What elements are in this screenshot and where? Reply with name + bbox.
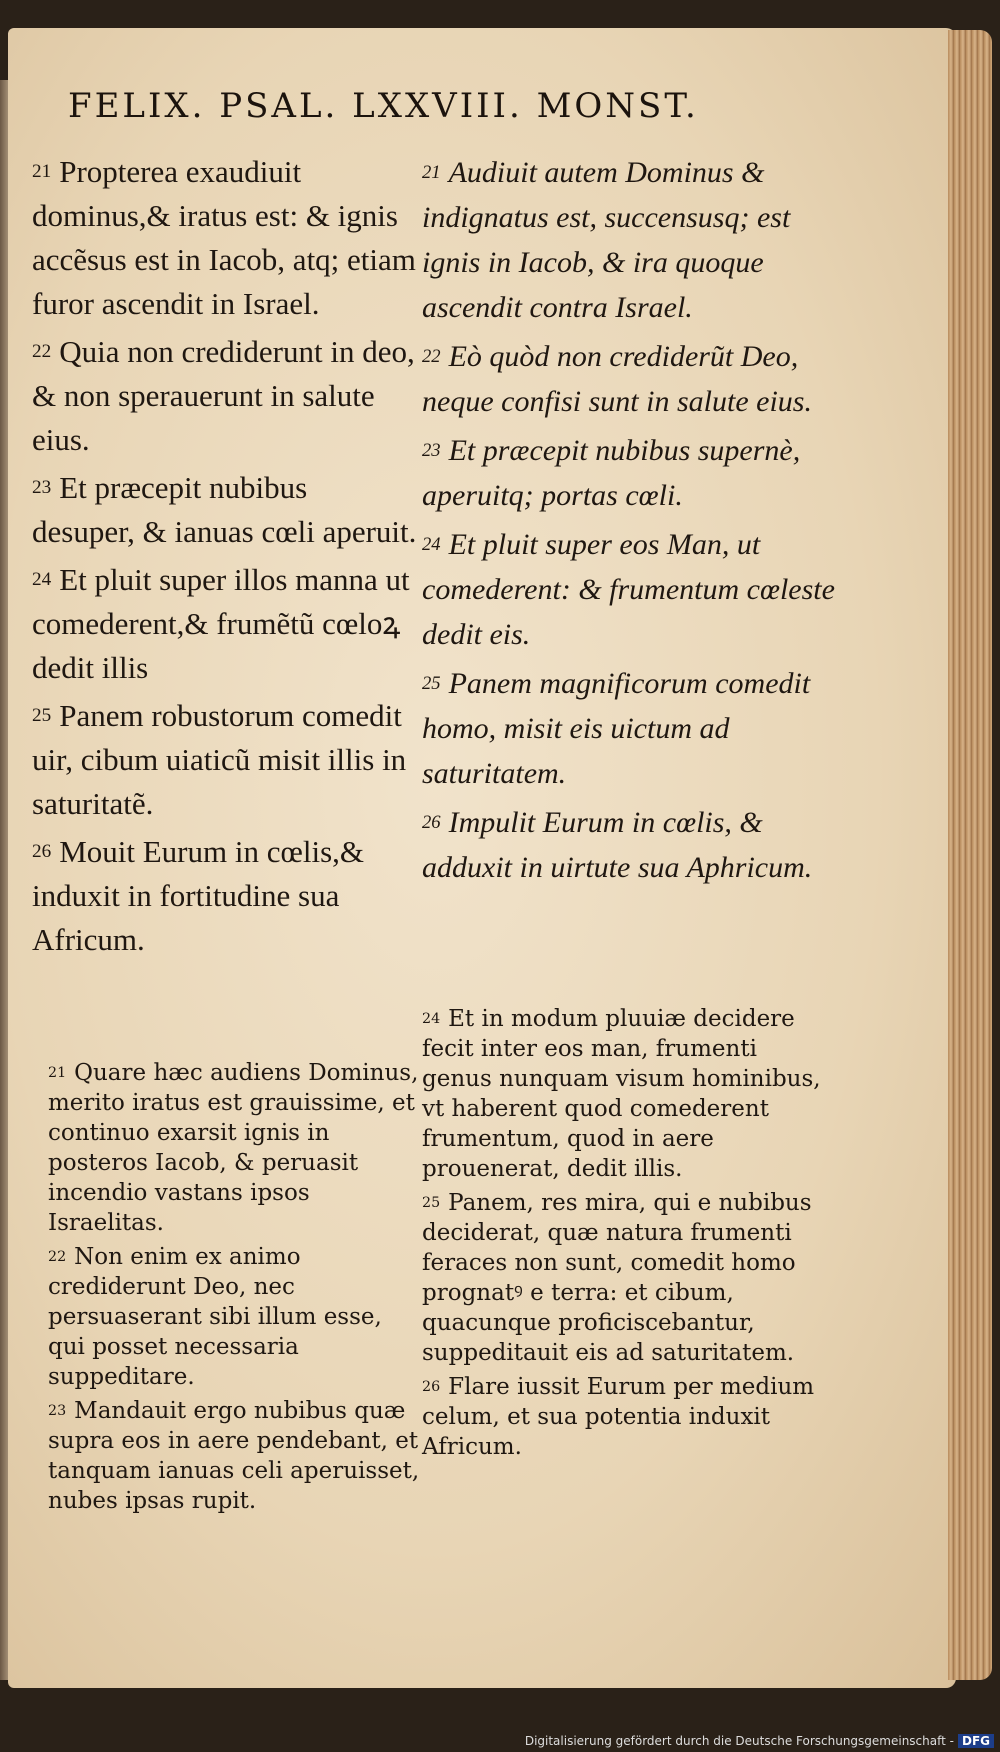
verse: $^{23}$ Et præcepit nubibus supernè, aperuitq; portas cœli. <box>422 434 801 512</box>
alternate-translation-column <box>422 150 842 894</box>
verse: $^{25}$ Panem robustorum comedit uir, cibum uiaticũ misit illis in saturitatẽ. <box>32 698 407 821</box>
book-fore-edge <box>948 30 992 1680</box>
gloss-paragraph: $^{25}$ Panem, res mira, qui e nubibus deciderat, quæ natura frumenti feraces non sunt, comedit homo prognatꝰ e terra: et cibum, quacunque proficiscebantur, suppeditauit eis ad saturitatem. <box>422 1190 812 1366</box>
gloss-paragraph: $^{21}$ Quare hæc audiens Dominus, merito iratus est grauissime, et continuo exarsit ignis in posteros Iacob, & peruasit incendio vastans ipsos Israelitas. <box>48 1060 419 1236</box>
gloss-paragraph: $^{24}$ Et in modum pluuiæ decidere fecit inter eos man, frumenti genus nunquam visum hominibus, vt haberent quod comederent frumentum, quod in aere prouenerat, dedit illis. <box>422 1006 821 1182</box>
vulgate-latin-column <box>32 150 417 966</box>
digitization-credit: Digitalisierung gefördert durch die Deutsche Forschungsgemeinschaft - DFG <box>525 1734 994 1748</box>
commentary-right <box>422 1004 827 1466</box>
dfg-logo: DFG <box>958 1734 994 1748</box>
verse: $^{24}$ Et pluit super eos Man, ut comederent: & frumentum cœleste dedit eis. <box>422 528 835 651</box>
verse: $^{22}$ Quia non crediderunt in deo, & non sperauerunt in salute eius. <box>32 334 415 457</box>
verse: $^{21}$ Propterea exaudiuit dominus,& iratus est: & ignis accẽsus est in Iacob, atq; etiam furor ascendit in Israel. <box>32 154 416 321</box>
gloss-paragraph: $^{22}$ Non enim ex animo crediderunt Deo, nec persuaserant sibi illum esse, qui posset necessaria suppeditare. <box>48 1244 382 1390</box>
running-header: FELIX. PSAL. LXXVIII. MONST. <box>68 86 699 126</box>
gloss-paragraph: $^{26}$ Flare iussit Eurum per medium celum, et sua potentia induxit Africum. <box>422 1374 815 1460</box>
verse: $^{26}$ Mouit Eurum in cœlis,& induxit in fortitudine sua Africum. <box>32 834 365 957</box>
gloss-paragraph: $^{23}$ Mandauit ergo nubibus quæ supra eos in aere pendebant, et tanquam ianuas celi aperuisset, nubes ipsas rupit. <box>48 1398 420 1514</box>
verse: $^{25}$ Panem magnificorum comedit homo, misit eis uictum ad saturitatem. <box>422 667 811 790</box>
verse: $^{21}$ Audiuit autem Dominus & indignatus est, succensusq; est ignis in Iacob, & ira quoque ascendit contra Israel. <box>422 156 791 324</box>
commentary-left <box>48 1058 423 1520</box>
verse: $^{24}$ Et pluit super illos manna ut comederent,& frumẽtũ cœloꝝ dedit illis <box>32 562 410 685</box>
verse: $^{22}$ Eò quòd non crediderũt Deo, neque confisi sunt in salute eius. <box>422 340 812 418</box>
verse: $^{23}$ Et præcepit nubibus desuper, & ianuas cœli aperuit. <box>32 470 417 549</box>
verse: $^{26}$ Impulit Eurum in cœlis, & adduxit in uirtute sua Aphricum. <box>422 806 813 884</box>
